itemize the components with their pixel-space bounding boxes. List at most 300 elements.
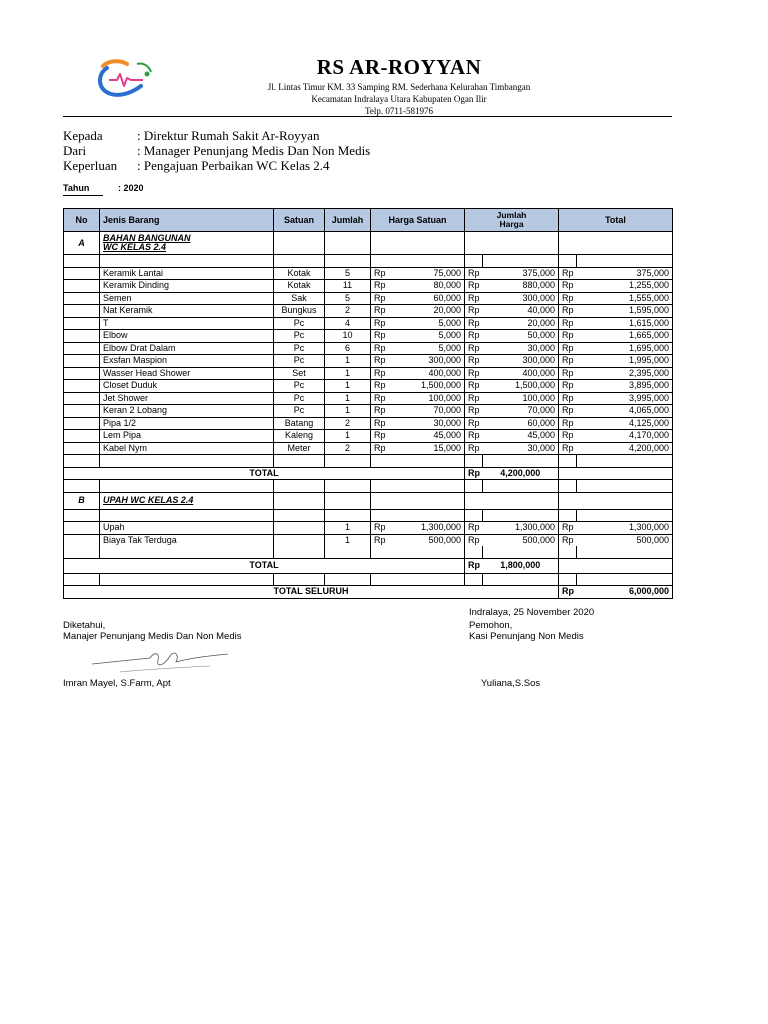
price-cell [389, 573, 465, 586]
item-qty: 2 [325, 442, 371, 455]
item-qty: 1 [325, 367, 371, 380]
currency-label: Rp [465, 317, 483, 330]
table-row [64, 292, 673, 305]
rp-cell [371, 480, 389, 493]
no-cell [64, 280, 100, 293]
item-price: 400,000 [389, 367, 465, 380]
total-blank [559, 467, 673, 480]
unit-cell [274, 480, 325, 493]
item-unit: Batang [274, 417, 325, 430]
item-qty: 2 [325, 305, 371, 318]
blank [274, 492, 325, 509]
rp-cell [559, 546, 577, 558]
item-unit: Kotak [274, 267, 325, 280]
item-qty: 1 [325, 355, 371, 368]
currency-label: Rp [559, 342, 577, 355]
qty-cell [325, 573, 371, 586]
price-cell [389, 480, 465, 493]
header-satuan: Satuan [274, 209, 325, 232]
table-row [64, 522, 673, 535]
item-total: 1,615,000 [577, 317, 673, 330]
currency-label: Rp [371, 305, 389, 318]
currency-label: Rp [371, 430, 389, 443]
total-cell [577, 480, 673, 493]
item-cell [100, 480, 274, 493]
no-cell [64, 405, 100, 418]
item-name: Pipa 1/2 [100, 417, 274, 430]
amount-cell [483, 573, 559, 586]
item-price: 5,000 [389, 342, 465, 355]
no-cell [64, 455, 100, 468]
rp-cell [371, 546, 389, 558]
currency-label: Rp [371, 330, 389, 343]
header-jumlah-harga: Jumlah Harga [465, 209, 559, 232]
currency-label: Rp [559, 317, 577, 330]
item-price: 1,300,000 [389, 522, 465, 535]
currency-label: Rp [465, 442, 483, 455]
item-name: Wasser Head Shower [100, 367, 274, 380]
price-cell [389, 546, 465, 558]
total-cell [577, 573, 673, 586]
rp-cell [371, 573, 389, 586]
total-label: TOTAL [64, 558, 465, 573]
unit-cell [274, 546, 325, 558]
no-cell [64, 292, 100, 305]
item-name: Kabel Nym [100, 442, 274, 455]
item-cell [100, 455, 274, 468]
sig-left-line-1: Diketahui, [63, 620, 106, 631]
currency-label: Rp [371, 367, 389, 380]
currency-label: Rp [559, 330, 577, 343]
table-row [64, 430, 673, 443]
no-cell [64, 522, 100, 535]
table-row [64, 305, 673, 318]
currency-label: Rp [465, 342, 483, 355]
rp-cell [559, 455, 577, 468]
item-unit: Bungkus [274, 305, 325, 318]
header-harga-satuan: Harga Satuan [371, 209, 465, 232]
item-name: Jet Shower [100, 392, 274, 405]
blank [559, 232, 673, 255]
header-no: No [64, 209, 100, 232]
item-price: 45,000 [389, 430, 465, 443]
item-unit: Meter [274, 442, 325, 455]
item-qty: 2 [325, 417, 371, 430]
unit-cell [274, 509, 325, 522]
item-name: Keramik Dinding [100, 280, 274, 293]
currency-label: Rp [371, 522, 389, 535]
no-cell [64, 367, 100, 380]
item-total: 500,000 [577, 534, 673, 546]
table-row [64, 534, 673, 546]
grand-total-value: 6,000,000 [577, 586, 673, 599]
total-value: 1,800,000 [483, 558, 559, 573]
price-cell [389, 509, 465, 522]
currency-label: Rp [371, 342, 389, 355]
currency-label: Rp [559, 355, 577, 368]
item-amount: 50,000 [483, 330, 559, 343]
sig-right-line-1: Pemohon, [469, 620, 513, 631]
no-cell [64, 430, 100, 443]
item-name: Biaya Tak Terduga [100, 534, 274, 546]
currency-label: Rp [465, 380, 483, 393]
table-row [64, 380, 673, 393]
item-amount: 30,000 [483, 442, 559, 455]
item-name: Elbow Drat Dalam [100, 342, 274, 355]
item-amount: 500,000 [483, 534, 559, 546]
total-value: 4,200,000 [483, 467, 559, 480]
item-amount: 1,300,000 [483, 522, 559, 535]
currency-label: Rp [559, 417, 577, 430]
total-cell [577, 255, 673, 268]
rp-cell [465, 546, 483, 558]
blank [274, 232, 325, 255]
header-jenis-barang: Jenis Barang [100, 209, 274, 232]
currency-label: Rp [465, 405, 483, 418]
item-cell [100, 509, 274, 522]
no-cell [64, 392, 100, 405]
currency-label: Rp [465, 522, 483, 535]
no-cell [64, 534, 100, 546]
item-cell [100, 573, 274, 586]
tahun-label: Tahun [63, 183, 103, 196]
currency-label: Rp [559, 405, 577, 418]
currency-label: Rp [465, 292, 483, 305]
table-row [64, 417, 673, 430]
sig-right-line-2: Kasi Penunjang Non Medis [469, 631, 584, 642]
item-total: 1,300,000 [577, 522, 673, 535]
rp-cell [559, 255, 577, 268]
item-name: T [100, 317, 274, 330]
item-qty: 5 [325, 267, 371, 280]
table-row [64, 317, 673, 330]
item-total: 4,065,000 [577, 405, 673, 418]
currency-label: Rp [465, 355, 483, 368]
currency-label: Rp [371, 417, 389, 430]
currency-label: Rp [465, 305, 483, 318]
table-row [64, 342, 673, 355]
rp-cell [465, 455, 483, 468]
total-blank [559, 558, 673, 573]
item-total: 3,995,000 [577, 392, 673, 405]
item-amount: 300,000 [483, 292, 559, 305]
keperluan-value: : Pengajuan Perbaikan WC Kelas 2.4 [137, 158, 330, 173]
table-header-row [64, 209, 673, 232]
spacer-row [64, 480, 673, 493]
item-unit [274, 534, 325, 546]
currency-label: Rp [559, 380, 577, 393]
table-row [64, 367, 673, 380]
item-price: 100,000 [389, 392, 465, 405]
item-amount: 70,000 [483, 405, 559, 418]
currency-label: Rp [559, 305, 577, 318]
item-total: 1,665,000 [577, 330, 673, 343]
section-b-title: UPAH WC KELAS 2.4 [100, 492, 274, 509]
qty-cell [325, 455, 371, 468]
item-amount: 400,000 [483, 367, 559, 380]
item-qty: 1 [325, 380, 371, 393]
price-cell [389, 255, 465, 268]
amount-cell [483, 255, 559, 268]
item-price: 60,000 [389, 292, 465, 305]
unit-cell [274, 455, 325, 468]
section-b-total-row [64, 558, 673, 573]
item-price: 5,000 [389, 330, 465, 343]
item-total: 1,595,000 [577, 305, 673, 318]
rp-cell [559, 509, 577, 522]
currency-label: Rp [465, 367, 483, 380]
item-total: 3,895,000 [577, 380, 673, 393]
table-row [64, 355, 673, 368]
header-divider [63, 116, 672, 117]
currency-label: Rp [465, 267, 483, 280]
item-qty: 1 [325, 392, 371, 405]
item-amount: 30,000 [483, 342, 559, 355]
total-label: TOTAL [64, 467, 465, 480]
rp-cell [465, 573, 483, 586]
table-row [64, 392, 673, 405]
header-jumlah: Jumlah [325, 209, 371, 232]
table-row [64, 442, 673, 455]
item-qty: 1 [325, 534, 371, 546]
price-cell [389, 455, 465, 468]
currency-label: Rp [559, 534, 577, 546]
item-cell [100, 255, 274, 268]
blank [465, 492, 559, 509]
item-qty: 1 [325, 405, 371, 418]
item-qty: 11 [325, 280, 371, 293]
rp-cell [371, 509, 389, 522]
item-unit: Pc [274, 392, 325, 405]
no-cell [64, 417, 100, 430]
currency-label: Rp [559, 367, 577, 380]
total-cell [577, 509, 673, 522]
no-cell [64, 573, 100, 586]
rp-cell [465, 480, 483, 493]
table-row [64, 267, 673, 280]
item-price: 1,500,000 [389, 380, 465, 393]
currency-label: Rp [371, 442, 389, 455]
no-cell [64, 317, 100, 330]
spacer-row [64, 255, 673, 268]
section-a-title-1: BAHAN BANGUNAN [103, 233, 191, 243]
keperluan-label: Keperluan [63, 158, 118, 173]
blank [465, 232, 559, 255]
table-row [64, 330, 673, 343]
currency-label: Rp [371, 392, 389, 405]
letter-date: Indralaya, 25 November 2020 [469, 607, 595, 618]
item-amount: 45,000 [483, 430, 559, 443]
currency-label: Rp [559, 392, 577, 405]
no-cell [64, 442, 100, 455]
kepada-value: : Direktur Rumah Sakit Ar-Royyan [137, 128, 320, 143]
item-price: 500,000 [389, 534, 465, 546]
item-price: 5,000 [389, 317, 465, 330]
no-cell [64, 480, 100, 493]
currency-label: Rp [465, 417, 483, 430]
no-cell [64, 380, 100, 393]
item-price: 70,000 [389, 405, 465, 418]
item-unit: Pc [274, 330, 325, 343]
sig-left-name: Imran Mayel, S.Farm, Apt [63, 678, 171, 689]
currency-label: Rp [559, 522, 577, 535]
item-amount: 375,000 [483, 267, 559, 280]
item-amount: 1,500,000 [483, 380, 559, 393]
item-amount: 40,000 [483, 305, 559, 318]
amount-cell [483, 455, 559, 468]
item-price: 20,000 [389, 305, 465, 318]
no-cell [64, 267, 100, 280]
item-qty: 6 [325, 342, 371, 355]
currency-label: Rp [371, 405, 389, 418]
item-unit: Pc [274, 317, 325, 330]
amount-cell [483, 546, 559, 558]
currency-label: Rp [371, 380, 389, 393]
grand-total-label: TOTAL SELURUH [64, 586, 559, 599]
item-price: 300,000 [389, 355, 465, 368]
currency-label: Rp [559, 292, 577, 305]
item-qty: 1 [325, 430, 371, 443]
currency-label: Rp [559, 442, 577, 455]
signature-mark [90, 646, 230, 676]
rp-cell [465, 509, 483, 522]
rp-cell [559, 480, 577, 493]
item-amount: 100,000 [483, 392, 559, 405]
kepada-label: Kepada [63, 128, 103, 143]
currency-label: Rp [371, 317, 389, 330]
dari-value: : Manager Penunjang Medis Dan Non Medis [137, 143, 371, 158]
qty-cell [325, 546, 371, 558]
currency-label: Rp [559, 586, 577, 599]
item-amount: 300,000 [483, 355, 559, 368]
rp-cell [465, 255, 483, 268]
item-name: Nat Keramik [100, 305, 274, 318]
grand-total-row [64, 586, 673, 599]
no-cell [64, 546, 100, 558]
item-name: Closet Duduk [100, 380, 274, 393]
currency-label: Rp [559, 267, 577, 280]
item-name: Keramik Lantai [100, 267, 274, 280]
item-qty: 1 [325, 522, 371, 535]
item-price: 80,000 [389, 280, 465, 293]
currency-label: Rp [559, 430, 577, 443]
currency-label: Rp [465, 330, 483, 343]
item-total: 1,995,000 [577, 355, 673, 368]
rp-cell [559, 573, 577, 586]
currency-label: Rp [371, 355, 389, 368]
amount-cell [483, 480, 559, 493]
no-cell [64, 342, 100, 355]
hospital-address-1: Jl. Lintas Timur KM. 33 Samping RM. Sederhana Kelurahan Timbangan [267, 82, 531, 92]
item-name: Keran 2 Lobang [100, 405, 274, 418]
blank [325, 232, 371, 255]
dari-label: Dari [63, 143, 87, 158]
blank [371, 492, 465, 509]
section-b-no: B [64, 492, 100, 509]
currency-label: Rp [559, 280, 577, 293]
item-price: 30,000 [389, 417, 465, 430]
item-name: Elbow [100, 330, 274, 343]
no-cell [64, 255, 100, 268]
blank [325, 492, 371, 509]
currency-label: Rp [465, 280, 483, 293]
item-unit: Sak [274, 292, 325, 305]
no-cell [64, 355, 100, 368]
currency-label: Rp [371, 280, 389, 293]
item-unit: Pc [274, 355, 325, 368]
section-a-no: A [64, 232, 100, 255]
qty-cell [325, 509, 371, 522]
item-price: 75,000 [389, 267, 465, 280]
item-price: 15,000 [389, 442, 465, 455]
amount-cell [483, 509, 559, 522]
item-unit: Kaleng [274, 430, 325, 443]
spacer-row [64, 509, 673, 522]
item-unit: Pc [274, 380, 325, 393]
item-name: Upah [100, 522, 274, 535]
item-unit: Pc [274, 405, 325, 418]
item-total: 1,255,000 [577, 280, 673, 293]
qty-cell [325, 480, 371, 493]
section-a-header-row [64, 232, 673, 255]
unit-cell [274, 573, 325, 586]
section-a-title-2: WC KELAS 2.4 [103, 242, 167, 252]
item-qty: 5 [325, 292, 371, 305]
item-cell [100, 546, 274, 558]
item-unit: Kotak [274, 280, 325, 293]
item-unit: Set [274, 367, 325, 380]
hospital-name: RS AR-ROYYAN [316, 55, 482, 79]
item-amount: 20,000 [483, 317, 559, 330]
item-total: 4,125,000 [577, 417, 673, 430]
spacer-row [64, 573, 673, 586]
item-qty: 10 [325, 330, 371, 343]
total-cell [577, 546, 673, 558]
hospital-phone: Telp. 0711-581976 [364, 106, 434, 116]
table-row [64, 280, 673, 293]
unit-cell [274, 255, 325, 268]
section-b-header-row [64, 492, 673, 509]
total-cell [577, 455, 673, 468]
currency-label: Rp [465, 534, 483, 546]
item-amount: 60,000 [483, 417, 559, 430]
item-total: 4,170,000 [577, 430, 673, 443]
blank [559, 492, 673, 509]
currency-label: Rp [465, 558, 483, 573]
no-cell [64, 330, 100, 343]
no-cell [64, 305, 100, 318]
item-total: 375,000 [577, 267, 673, 280]
rp-cell [371, 255, 389, 268]
item-name: Lem Pipa [100, 430, 274, 443]
item-unit [274, 522, 325, 535]
hospital-address-2: Kecamatan Indralaya Utara Kabupaten Ogan Ilir [311, 94, 487, 104]
currency-label: Rp [371, 267, 389, 280]
sig-left-line-2: Manajer Penunjang Medis Dan Non Medis [63, 631, 242, 642]
tahun-value: : 2020 [118, 183, 144, 193]
section-a-total-row [64, 467, 673, 480]
budget-table [63, 208, 673, 599]
currency-label: Rp [465, 392, 483, 405]
currency-label: Rp [465, 430, 483, 443]
no-cell [64, 509, 100, 522]
item-name: Exsfan Maspion [100, 355, 274, 368]
item-total: 1,695,000 [577, 342, 673, 355]
qty-cell [325, 255, 371, 268]
header-total: Total [559, 209, 673, 232]
currency-label: Rp [371, 292, 389, 305]
item-total: 1,555,000 [577, 292, 673, 305]
